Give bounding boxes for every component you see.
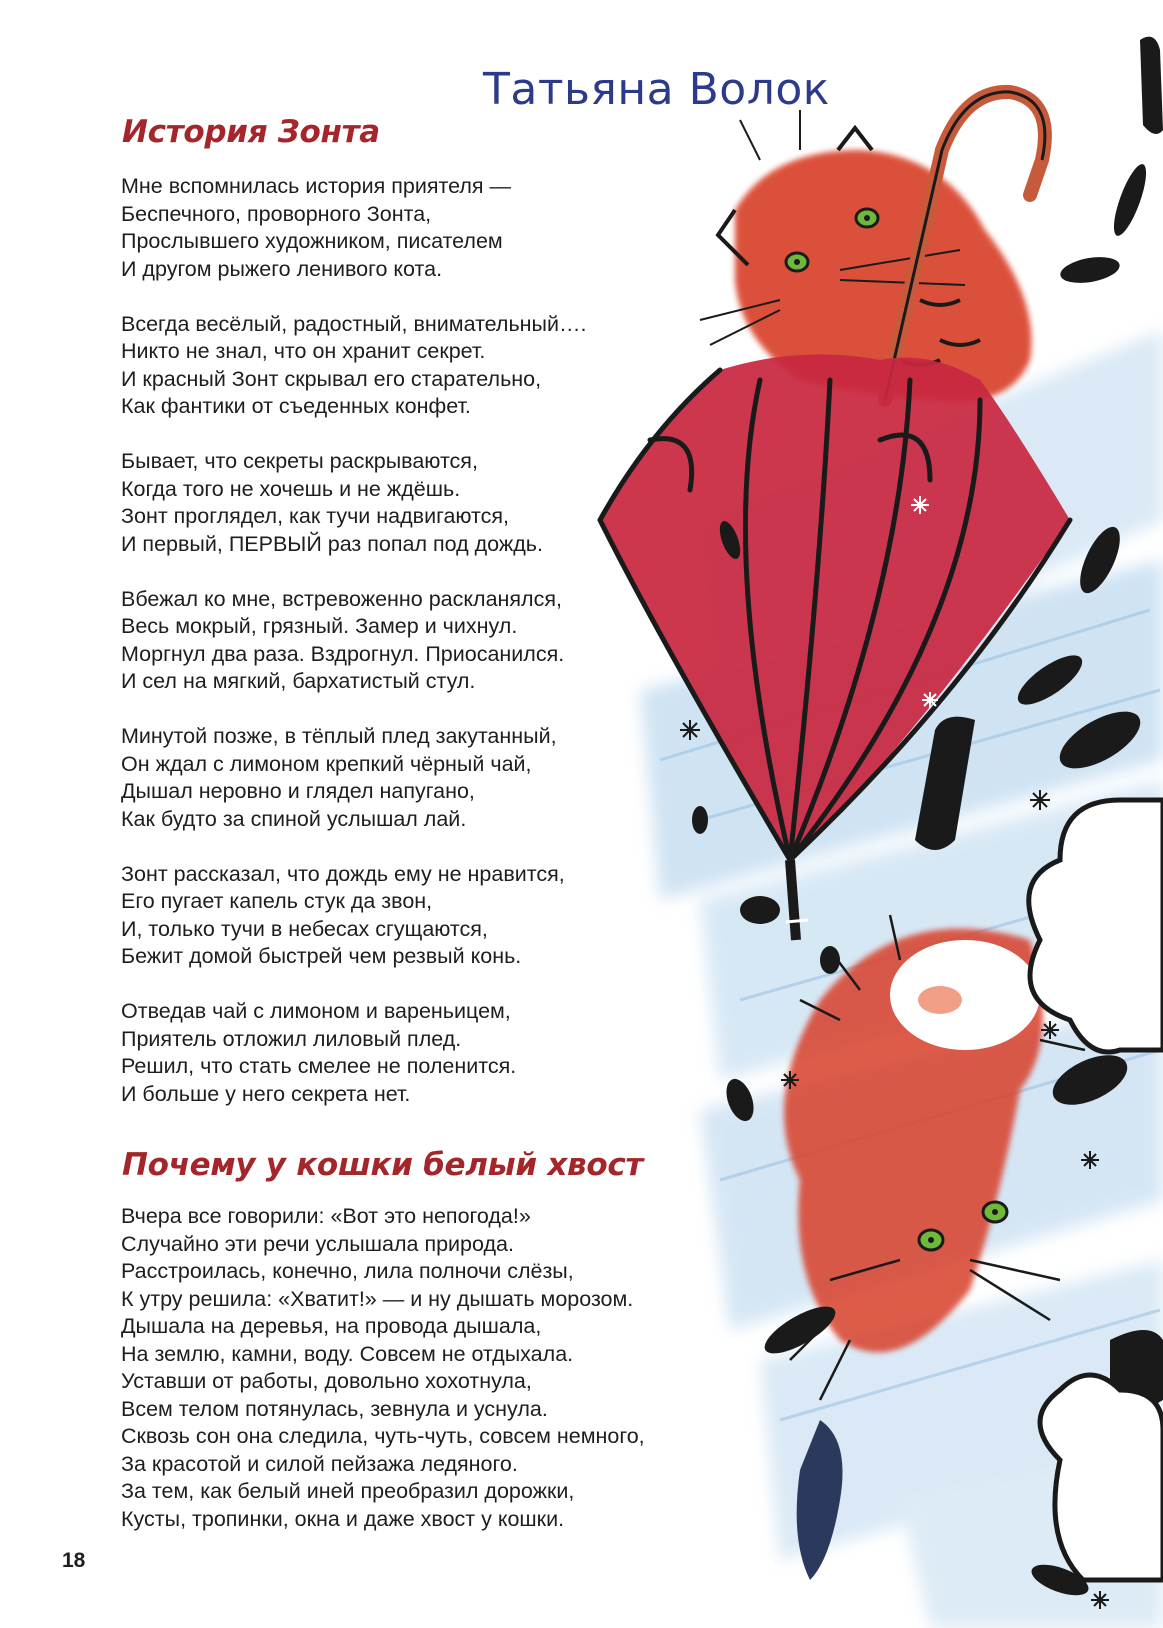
poem-line: И другом рыжего ленивого кота.: [121, 256, 443, 281]
author-name: Татьяна Волок: [483, 64, 830, 115]
stanza: [121, 311, 586, 421]
stanza: [121, 448, 586, 558]
poem-line: Отведав чай с лимоном и вареньицем,: [121, 999, 511, 1023]
page-number: 18: [62, 1549, 86, 1572]
poem-line: Приятель отложил лиловый плед.: [121, 1026, 462, 1051]
ink-blots: [692, 37, 1163, 1602]
poem-line: Кусты, тропинки, окна и даже хвост у кошки.: [121, 1506, 565, 1531]
poem-line: Беспечного, проворного Зонта,: [121, 201, 432, 226]
poem-line: Как фантики от съеденных конфет.: [121, 394, 471, 418]
snowy-bushes: [1029, 800, 1163, 1580]
poem-line: Вбежал ко мне, встревоженно раскланялся,: [121, 586, 562, 611]
poem-line: Мне вспомнилась история приятеля —: [121, 174, 512, 198]
poem-line: Вчера все говорили: «Вот это непогода!»: [121, 1204, 531, 1228]
poem-line: И, только тучи в небесах сгущаются,: [121, 916, 488, 941]
poem-line: Он ждал с лимоном крепкий чёрный чай,: [121, 751, 532, 776]
poem-line: Зонт рассказал, что дождь ему не нравится,: [121, 861, 565, 886]
poem-line: Его пугает капель стук да звон,: [121, 889, 433, 913]
poem-line: Дышал неровно и глядел напугано,: [121, 779, 475, 803]
poem-line: Случайно эти речи услышала природа.: [121, 1231, 514, 1256]
poem-line: Решил, что стать смелее не поленится.: [121, 1054, 517, 1078]
stanza: [121, 861, 586, 971]
poem-title: История Зонта: [122, 114, 380, 150]
poem-line: И красный Зонт скрывал его старательно,: [121, 366, 542, 391]
lower-cat: [784, 915, 1085, 1400]
poem-line: Бывает, что секреты раскрываются,: [121, 449, 478, 473]
poem-line: Прослывшего художником, писателем: [121, 229, 503, 253]
umbrella: [600, 354, 1070, 940]
poem-line: Никто не знал, что он хранит секрет.: [121, 339, 486, 363]
snowflakes: [680, 720, 1109, 1609]
stanza: [121, 998, 586, 1108]
rain-wash: [640, 330, 1163, 1628]
poem-line: Расстроилась, конечно, лила полночи слёзы,: [121, 1259, 574, 1283]
stanza: [121, 173, 586, 283]
poem-line: За тем, как белый иней преобразил дорожки,: [121, 1479, 575, 1503]
poem-line: Всем телом потянулась, зевнула и уснула.: [121, 1396, 548, 1421]
poem-line: Зонт проглядел, как тучи надвигаются,: [121, 504, 510, 528]
poem-line: Минутой позже, в тёплый плед закутанный,: [121, 724, 557, 748]
poem-line: Бежит домой быстрей чем резвый конь.: [121, 944, 522, 968]
poem-body: [121, 173, 586, 1136]
snowflakes-light: [911, 496, 938, 708]
poem-line: На землю, камни, воду. Совсем не отдыхала.: [121, 1341, 574, 1366]
umbrella-handle: [885, 92, 1045, 400]
poem-line: Моргнул два раза. Вздрогнул. Приосанился.: [121, 641, 565, 666]
poem-line: За красотой и силой пейзажа ледяного.: [121, 1451, 518, 1476]
poem-line: И первый, ПЕРВЫЙ раз попал под дождь.: [121, 531, 543, 556]
poem-line: И больше у него секрета нет.: [121, 1081, 411, 1106]
poem-line: Уставши от работы, довольно хохотнула,: [121, 1369, 532, 1393]
poem-line: Как будто за спиной услышал лай.: [121, 806, 467, 831]
poem-line: Весь мокрый, грязный. Замер и чихнул.: [121, 614, 518, 638]
poem-title: Почему у кошки белый хвост: [122, 1147, 644, 1183]
poem-line: К утру решила: «Хватит!» — и ну дышать морозом.: [121, 1286, 634, 1311]
poem-line: И сел на мягкий, бархатистый стул.: [121, 669, 476, 693]
poem-line: Всегда весёлый, радостный, внимательный….: [121, 311, 587, 336]
rain-streaks: [660, 610, 1160, 1420]
stanza: [121, 1203, 645, 1533]
poem-line: Когда того не хочешь и не ждёшь.: [121, 476, 461, 501]
poem-line: Дышала на деревья, на провода дышала,: [121, 1314, 542, 1338]
poem-body: [121, 1203, 645, 1561]
stanza: [121, 586, 586, 696]
poem-line: Сквозь сон она следила, чуть-чуть, совсем немного,: [121, 1424, 645, 1448]
upper-cat: [700, 110, 1032, 402]
stanza: [121, 723, 586, 833]
